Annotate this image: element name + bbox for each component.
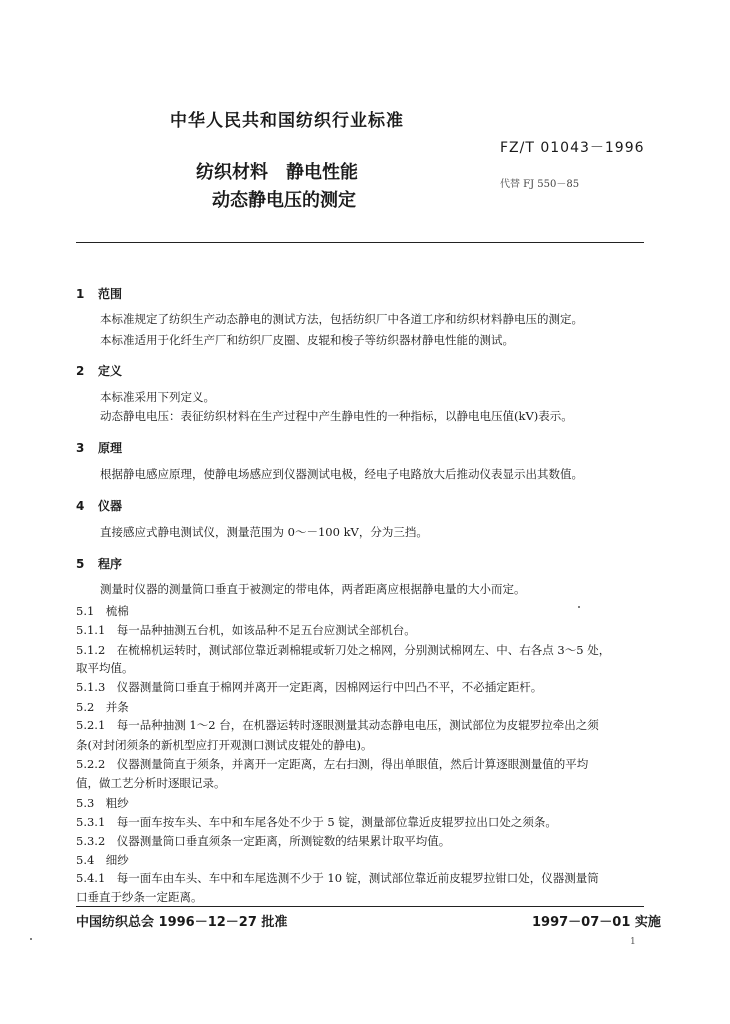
subsection-5-4-heading: 5.4 细纱 xyxy=(76,853,129,867)
section-5-heading xyxy=(76,555,122,572)
scan-speck xyxy=(578,606,580,608)
section-5-para-1: 测量时仪器的测量筒口垂直于被测定的带电体，两者距离应根据静电量的大小而定。 xyxy=(100,582,526,596)
section-title: 范围 xyxy=(98,287,123,301)
clause-5-4-1-line2: 口垂直于纱条一定距离。 xyxy=(76,890,203,904)
subsection-5-2-heading: 5.2 并条 xyxy=(76,700,129,714)
section-3-para-1: 根据静电感应原理，使静电场感应到仪器测试电极，经电子电路放大后推动仪表显示出其数值。 xyxy=(100,467,583,481)
clause-5-1-2-line2: 取平均值。 xyxy=(76,661,134,675)
subsection-5-1-heading: 5.1 梳棉 xyxy=(76,604,129,618)
scan-speck xyxy=(30,938,32,940)
section-number: 3 xyxy=(76,441,85,455)
subsection-5-3-heading: 5.3 粗纱 xyxy=(76,796,129,810)
section-title: 仪器 xyxy=(98,499,123,513)
section-3-heading xyxy=(76,439,122,456)
document-title-line2: 动态静电压的测定 xyxy=(212,190,356,211)
section-title: 定义 xyxy=(98,364,123,378)
clause-5-2-1-line1: 5.2.1 每一品种抽测 1～2 台，在机器运转时逐眼测量其动态静电电压，测试部位为皮辊罗拉牵出之须 xyxy=(76,718,599,732)
header-divider xyxy=(76,242,644,243)
section-4-para-1: 直接感应式静电测试仪，测量范围为 0～－100 kV，分为三挡。 xyxy=(100,525,428,539)
section-1-heading xyxy=(76,285,122,302)
replaces-note: 代替 FJ 550－85 xyxy=(500,179,580,190)
section-1-para-1: 本标准规定了纺织生产动态静电的测试方法，包括纺织厂中各道工序和纺织材料静电压的测定。 xyxy=(100,312,583,326)
clause-5-3-1: 5.3.1 每一面车按车头、车中和车尾各处不少于 5 锭，测量部位靠近皮辊罗拉出口处之须条。 xyxy=(76,815,557,829)
page-number: 1 xyxy=(630,937,636,947)
footer-divider xyxy=(76,906,644,907)
section-number: 4 xyxy=(76,499,85,513)
approval-statement: 中国纺织总会 1996－12－27 批准 xyxy=(76,915,288,930)
section-2-para-2: 动态静电电压：表征纺织材料在生产过程中产生静电性的一种指标，以静电电压值(kV)表示。 xyxy=(100,409,573,423)
section-number: 1 xyxy=(76,287,85,301)
clause-5-1-2-line1: 5.1.2 在梳棉机运转时，测试部位靠近剥棉辊或斩刀处之棉网，分别测试棉网左、中、右各点 3～5 处， xyxy=(76,643,611,657)
section-title: 原理 xyxy=(98,441,123,455)
section-1-para-2: 本标准适用于化纤生产厂和纺织厂皮圈、皮辊和梭子等纺织器材静电性能的测试。 xyxy=(100,333,514,347)
clause-5-3-2: 5.3.2 仪器测量筒口垂直须条一定距离，所测锭数的结果累计取平均值。 xyxy=(76,834,451,848)
section-4-heading xyxy=(76,497,122,514)
clause-5-2-2-line2: 值，做工艺分析时逐眼记录。 xyxy=(76,776,226,790)
clause-5-2-1-line2: 条(对封闭须条的新机型应打开观测口测试皮辊处的静电)。 xyxy=(76,738,373,752)
section-2-para-1: 本标准采用下列定义。 xyxy=(100,390,215,404)
section-number: 2 xyxy=(76,364,85,378)
clause-5-4-1-line1: 5.4.1 每一面车由车头、车中和车尾选测不少于 10 锭，测试部位靠近前皮辊罗拉钳口处，仪器测量筒 xyxy=(76,871,599,885)
clause-5-2-2-line1: 5.2.2 仪器测量筒直于须条，并离开一定距离，左右扫测，得出单眼值，然后计算逐眼测量值的平均 xyxy=(76,757,589,771)
implementation-date: 1997－07－01 实施 xyxy=(532,915,661,930)
org-standard-title: 中华人民共和国纺织行业标准 xyxy=(170,111,404,131)
standard-code: FZ/T 01043－1996 xyxy=(500,140,645,156)
section-title: 程序 xyxy=(98,557,123,571)
document-title-line1: 纺织材料 静电性能 xyxy=(196,162,358,183)
clause-5-1-1: 5.1.1 每一品种抽测五台机，如该品种不足五台应测试全部机台。 xyxy=(76,623,416,637)
section-2-heading xyxy=(76,362,122,379)
clause-5-1-3: 5.1.3 仪器测量筒口垂直于棉网并离开一定距离，因棉网运行中凹凸不平，不必插定距杆。 xyxy=(76,680,543,694)
section-number: 5 xyxy=(76,557,85,571)
